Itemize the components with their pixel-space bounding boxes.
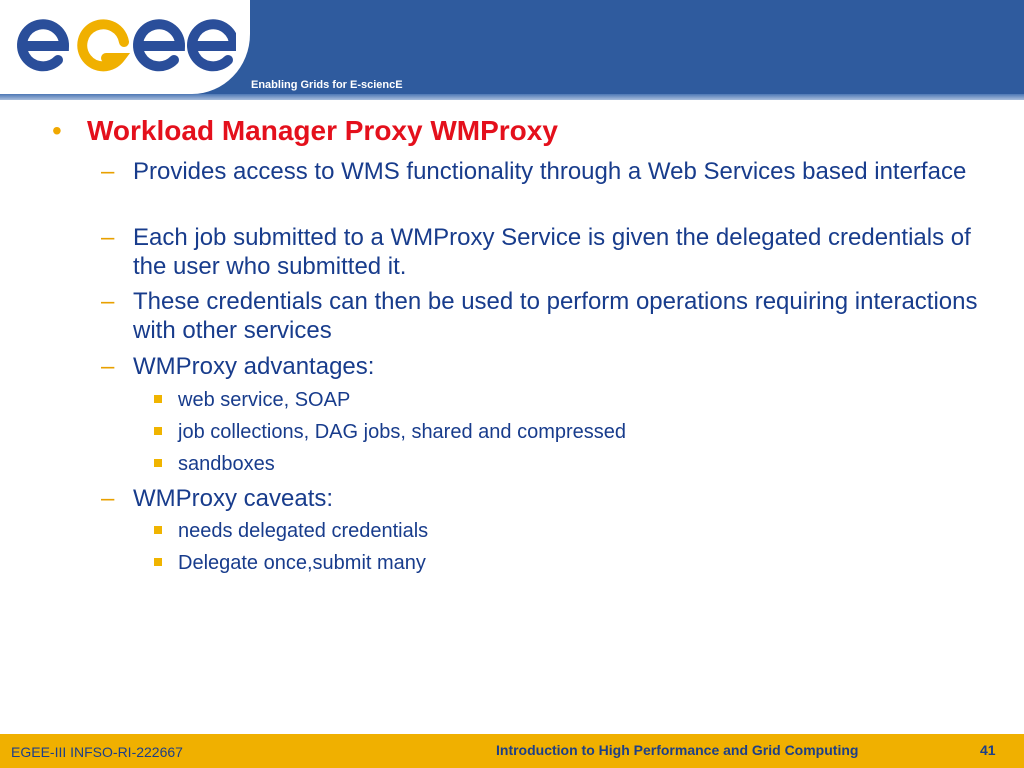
bullet-dash: – xyxy=(101,224,115,251)
square-bullet-icon xyxy=(154,395,162,403)
bullet-dash: – xyxy=(101,158,115,185)
bullet-text: WMProxy advantages: xyxy=(133,353,375,380)
footer-course-title: Introduction to High Performance and Grid Computing xyxy=(496,742,859,758)
sub-bullet-text: needs delegated credentials xyxy=(178,520,429,542)
page-number: 41 xyxy=(980,742,996,758)
square-bullet-icon xyxy=(154,558,162,566)
footer-project-id: EGEE-III INFSO-RI-222667 xyxy=(11,744,183,760)
bullet-dash: – xyxy=(101,353,115,380)
bullet-text: Provides access to WMS functionality through a Web Services based interface xyxy=(133,158,967,185)
slide-title: Workload Manager Proxy WMProxy xyxy=(87,115,558,146)
square-bullet-icon xyxy=(154,459,162,467)
egee-logo xyxy=(0,0,250,94)
bullet-dash: – xyxy=(101,288,115,315)
bullet-text: WMProxy caveats: xyxy=(133,485,334,512)
sub-bullet-text: web service, SOAP xyxy=(178,389,351,411)
tagline: Enabling Grids for E-sciencE xyxy=(251,79,403,91)
sub-bullet-text: job collections, DAG jobs, shared and compressed xyxy=(178,421,627,443)
bullet-text: Each job submitted to a WMProxy Service is given the delegated credentials of the user who submitted it. xyxy=(133,224,971,280)
bullet-dash: – xyxy=(101,485,115,512)
title-bullet: • xyxy=(52,115,62,146)
sub-bullet-text: sandboxes xyxy=(178,453,275,475)
sub-bullet-text: Delegate once,submit many xyxy=(178,552,426,574)
egee-logo-icon xyxy=(12,14,236,78)
bullet-text: These credentials can then be used to perform operations requiring interactions with other services xyxy=(133,288,978,344)
header-strip xyxy=(0,94,1024,100)
square-bullet-icon xyxy=(154,526,162,534)
square-bullet-icon xyxy=(154,427,162,435)
